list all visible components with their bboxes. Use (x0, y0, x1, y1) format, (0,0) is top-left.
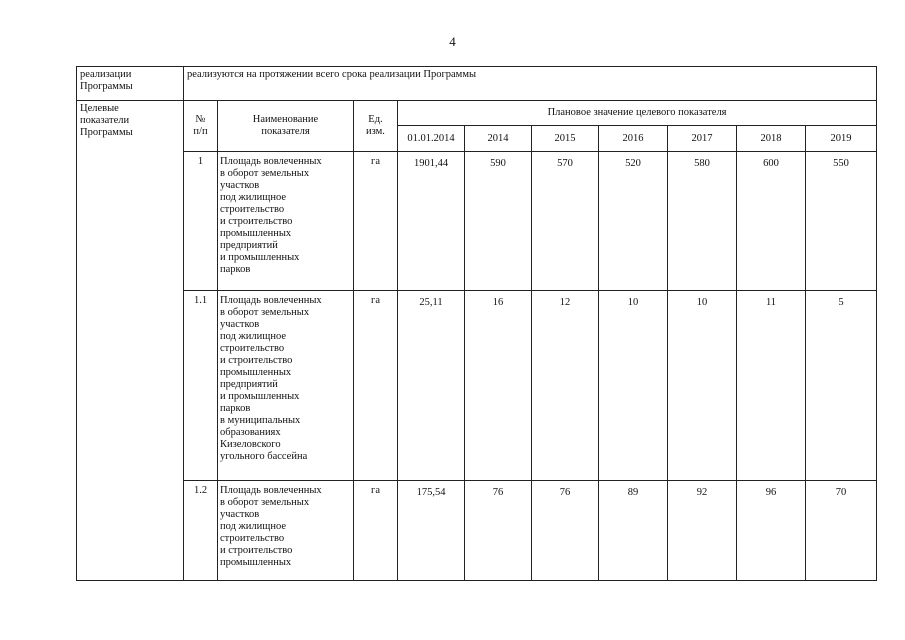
row-value: 76 (532, 481, 599, 581)
realization-text: реализуются на протяжении всего срока реализации Программы (184, 67, 877, 101)
header-year: 2018 (737, 126, 806, 152)
row-value: 16 (465, 291, 532, 481)
table-row (77, 291, 877, 481)
row-indicator-name: Площадь вовлеченных в оборот земельных участков под жилищное строительство и строительство промышленных предприятий и промышленных парков в муниципальных образованиях Кизеловского угольного бассейна (218, 291, 354, 481)
row-number: 1.2 (184, 481, 218, 581)
row-value: 175,54 (398, 481, 465, 581)
row-unit: га (354, 152, 398, 291)
row-value: 89 (599, 481, 668, 581)
row-value: 11 (737, 291, 806, 481)
table-row (77, 152, 877, 291)
row-value: 10 (668, 291, 737, 481)
row-indicator-name: Площадь вовлеченных в оборот земельных участков под жилищное строительство и строительство промышленных (218, 481, 354, 581)
header-unit: Ед. изм. (354, 101, 398, 152)
header-plan: Плановое значение целевого показателя (398, 101, 877, 126)
table-row (77, 481, 877, 581)
header-year: 2014 (465, 126, 532, 152)
row-value: 590 (465, 152, 532, 291)
row-value: 76 (465, 481, 532, 581)
header-name: Наименование показателя (218, 101, 354, 152)
realization-label: реализации Программы (77, 67, 184, 101)
row-indicator-name: Площадь вовлеченных в оборот земельных участков под жилищное строительство и строительство промышленных предприятий и промышленных парков (218, 152, 354, 291)
row-value: 520 (599, 152, 668, 291)
row-value: 550 (806, 152, 877, 291)
row-value: 600 (737, 152, 806, 291)
header-year: 2016 (599, 126, 668, 152)
program-passport-table (76, 66, 877, 581)
header-row-1 (77, 101, 877, 126)
targets-label: Целевые показатели Программы (77, 101, 184, 581)
row-unit: га (354, 481, 398, 581)
header-year: 2019 (806, 126, 877, 152)
row-value: 1901,44 (398, 152, 465, 291)
page-number: 4 (449, 34, 456, 49)
row-unit: га (354, 291, 398, 481)
row-value: 96 (737, 481, 806, 581)
row-value: 10 (599, 291, 668, 481)
row-value: 70 (806, 481, 877, 581)
row-value: 570 (532, 152, 599, 291)
header-no: № п/п (184, 101, 218, 152)
row-value: 92 (668, 481, 737, 581)
row-value: 12 (532, 291, 599, 481)
row-value: 5 (806, 291, 877, 481)
header-year: 01.01.2014 (398, 126, 465, 152)
row-number: 1.1 (184, 291, 218, 481)
realization-row (77, 67, 877, 101)
row-value: 25,11 (398, 291, 465, 481)
header-year: 2017 (668, 126, 737, 152)
row-value: 580 (668, 152, 737, 291)
row-number: 1 (184, 152, 218, 291)
header-year: 2015 (532, 126, 599, 152)
